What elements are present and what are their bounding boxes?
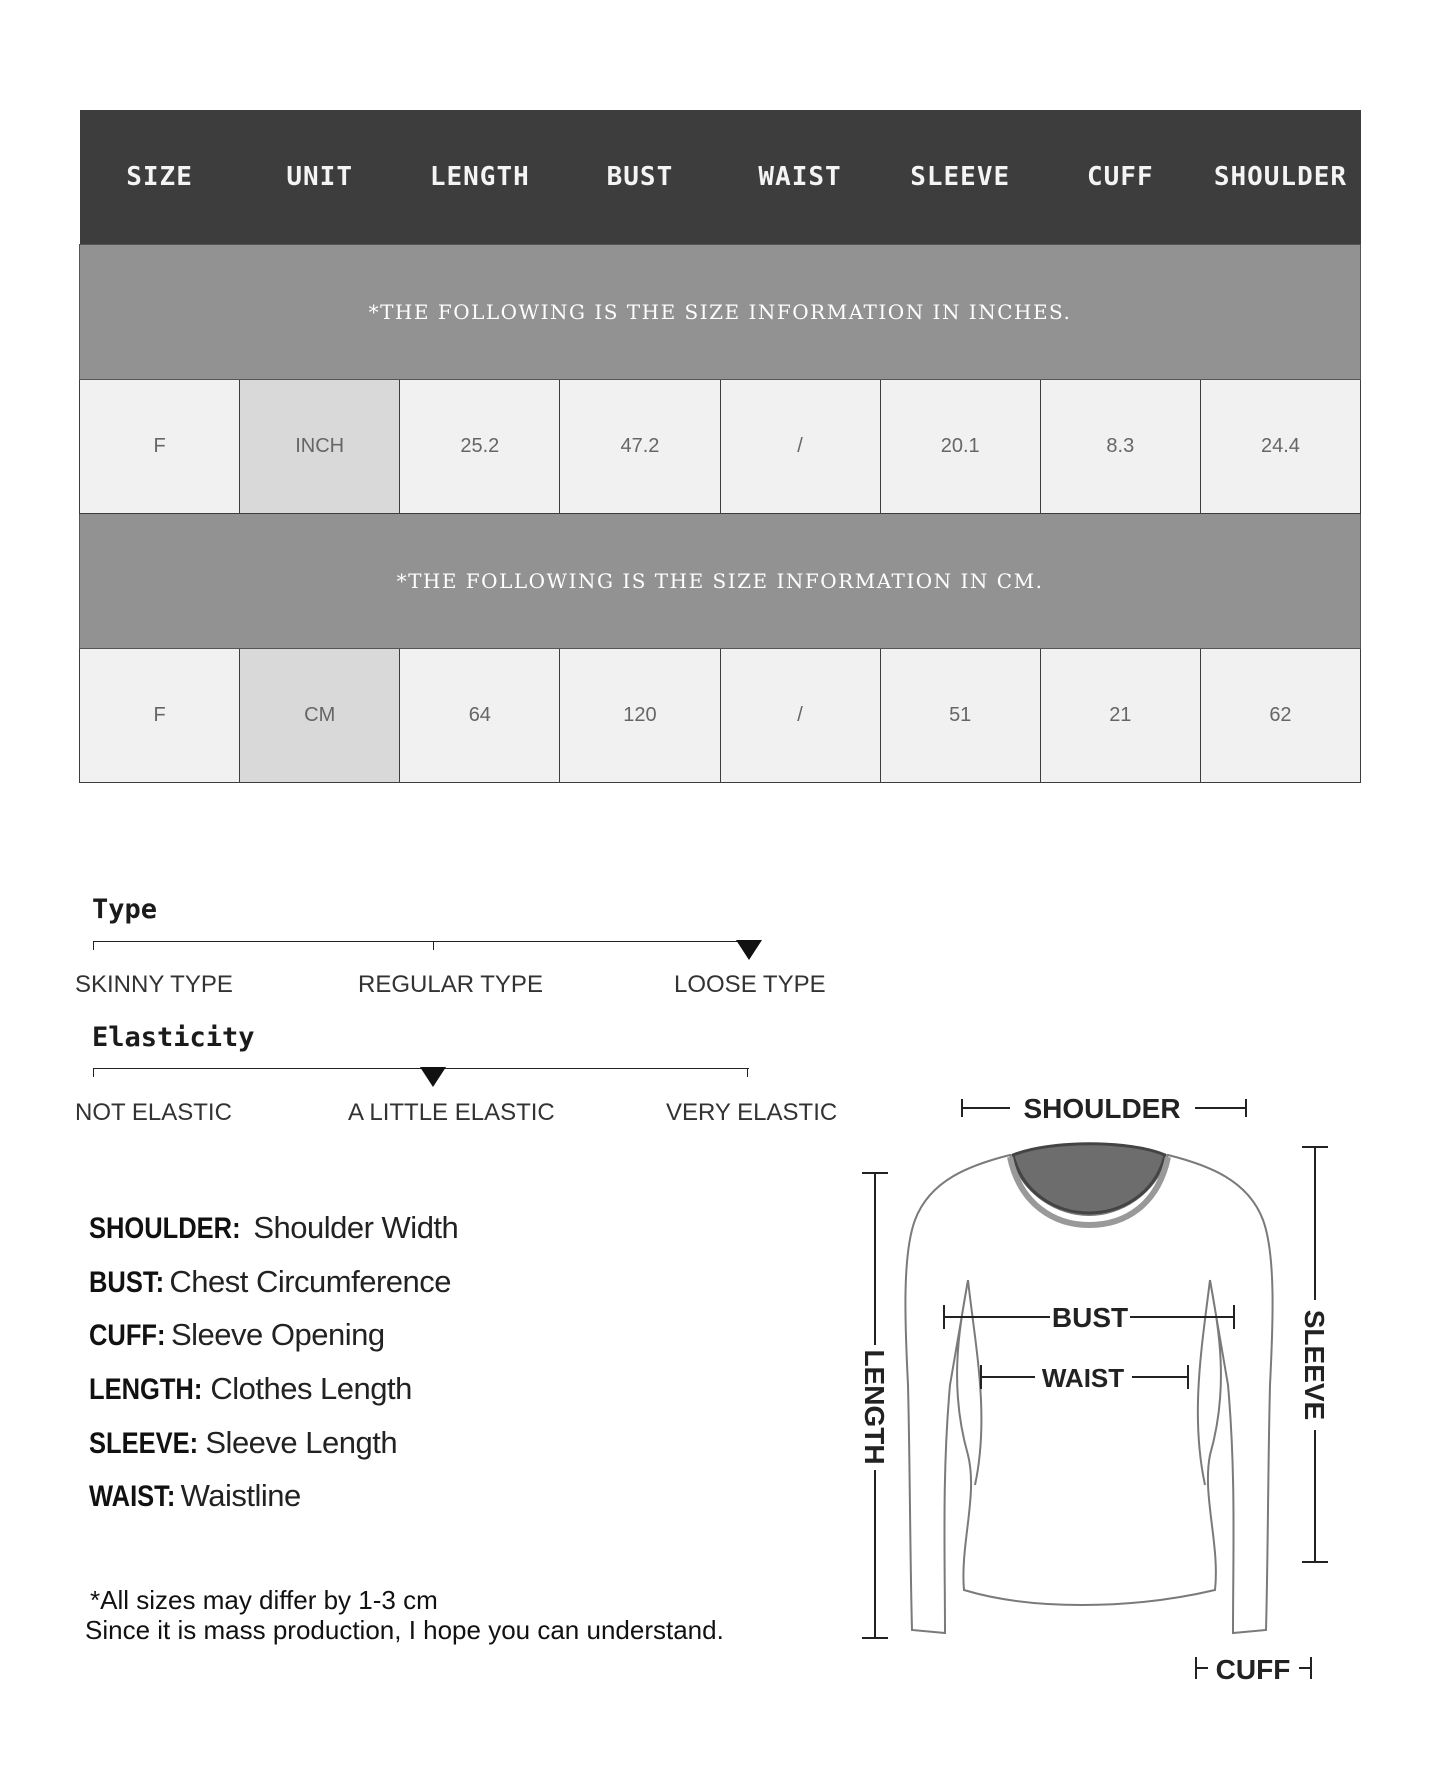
header-length: LENGTH (400, 110, 560, 245)
definition-value: Sleeve Opening (170, 1317, 385, 1352)
definition-value: Shoulder Width (253, 1210, 459, 1245)
size-disclaimer (85, 1585, 724, 1645)
definition-key: WAIST: (89, 1480, 176, 1513)
cell-shoulder: 62 (1200, 649, 1360, 783)
scale-tick (747, 1068, 748, 1077)
cell-waist: / (720, 380, 880, 514)
garment-measurement-diagram (850, 1085, 1350, 1685)
cuff-label: CUFF (1215, 1654, 1291, 1685)
definition-key: BUST: (89, 1266, 165, 1299)
elasticity-label-not: NOT ELASTIC (75, 1099, 232, 1126)
cell-cuff: 8.3 (1040, 380, 1200, 514)
cm-data-row (80, 649, 1361, 783)
cell-bust: 120 (560, 649, 720, 783)
definition-key: CUFF: (89, 1319, 166, 1352)
cell-sleeve: 20.1 (880, 380, 1040, 514)
definition-sleeve (89, 1425, 397, 1461)
cell-length: 25.2 (400, 380, 560, 514)
elasticity-scale-line (93, 1068, 749, 1069)
elasticity-scale-marker (420, 1067, 446, 1087)
disclaimer-line-2: Since it is mass production, I hope you can understand. (85, 1615, 724, 1645)
definition-bust (89, 1264, 451, 1300)
definition-value: Clothes Length (210, 1371, 412, 1406)
type-label-regular: REGULAR TYPE (358, 971, 543, 998)
definition-key: SLEEVE: (89, 1427, 199, 1460)
definition-cuff (89, 1317, 385, 1353)
bust-label: BUST (1051, 1302, 1129, 1333)
waist-label: WAIST (1041, 1363, 1125, 1393)
header-size: SIZE (80, 110, 240, 245)
cell-length: 64 (400, 649, 560, 783)
definition-key: SHOULDER: (89, 1212, 241, 1245)
inch-note: *THE FOLLOWING IS THE SIZE INFORMATION IN INCHES. (80, 245, 1361, 380)
cell-size: F (80, 649, 240, 783)
scale-tick (93, 941, 94, 950)
header-unit: UNIT (240, 110, 400, 245)
table-header-row (80, 110, 1361, 245)
definition-key: LENGTH: (89, 1373, 203, 1406)
cell-unit: CM (240, 649, 400, 783)
elasticity-scale-title: Elasticity (92, 1022, 255, 1053)
header-waist: WAIST (720, 110, 880, 245)
type-scale-line (93, 941, 749, 942)
cell-bust: 47.2 (560, 380, 720, 514)
disclaimer-line-1: *All sizes may differ by 1-3 cm (90, 1585, 438, 1615)
type-scale-marker (736, 940, 762, 960)
definition-waist (89, 1478, 301, 1514)
cell-sleeve: 51 (880, 649, 1040, 783)
shoulder-label: SHOULDER (1023, 1093, 1181, 1124)
cm-note: *THE FOLLOWING IS THE SIZE INFORMATION IN CM. (80, 514, 1361, 649)
type-scale-title: Type (92, 894, 158, 925)
inch-note-row (80, 245, 1361, 380)
cell-unit: INCH (240, 380, 400, 514)
definition-value: Waistline (180, 1478, 301, 1513)
inch-data-row (80, 380, 1361, 514)
cm-note-row (80, 514, 1361, 649)
header-sleeve: SLEEVE (880, 110, 1040, 245)
cell-cuff: 21 (1040, 649, 1200, 783)
cell-shoulder: 24.4 (1200, 380, 1360, 514)
size-table (79, 110, 1361, 783)
cell-waist: / (720, 649, 880, 783)
definition-value: Chest Circumference (169, 1264, 451, 1299)
type-label-skinny: SKINNY TYPE (75, 971, 233, 998)
definition-shoulder (89, 1210, 458, 1246)
sleeve-label: SLEEVE (1299, 1309, 1330, 1421)
elasticity-label-very: VERY ELASTIC (666, 1099, 838, 1126)
header-shoulder: SHOULDER (1200, 110, 1360, 245)
definition-length (89, 1371, 412, 1407)
scale-tick (93, 1068, 94, 1077)
cell-size: F (80, 380, 240, 514)
length-label: LENGTH (859, 1349, 890, 1465)
type-label-loose: LOOSE TYPE (674, 971, 826, 998)
elasticity-label-little: A LITTLE ELASTIC (348, 1099, 555, 1126)
header-bust: BUST (560, 110, 720, 245)
header-cuff: CUFF (1040, 110, 1200, 245)
scale-tick (433, 941, 434, 950)
definition-value: Sleeve Length (205, 1425, 398, 1460)
